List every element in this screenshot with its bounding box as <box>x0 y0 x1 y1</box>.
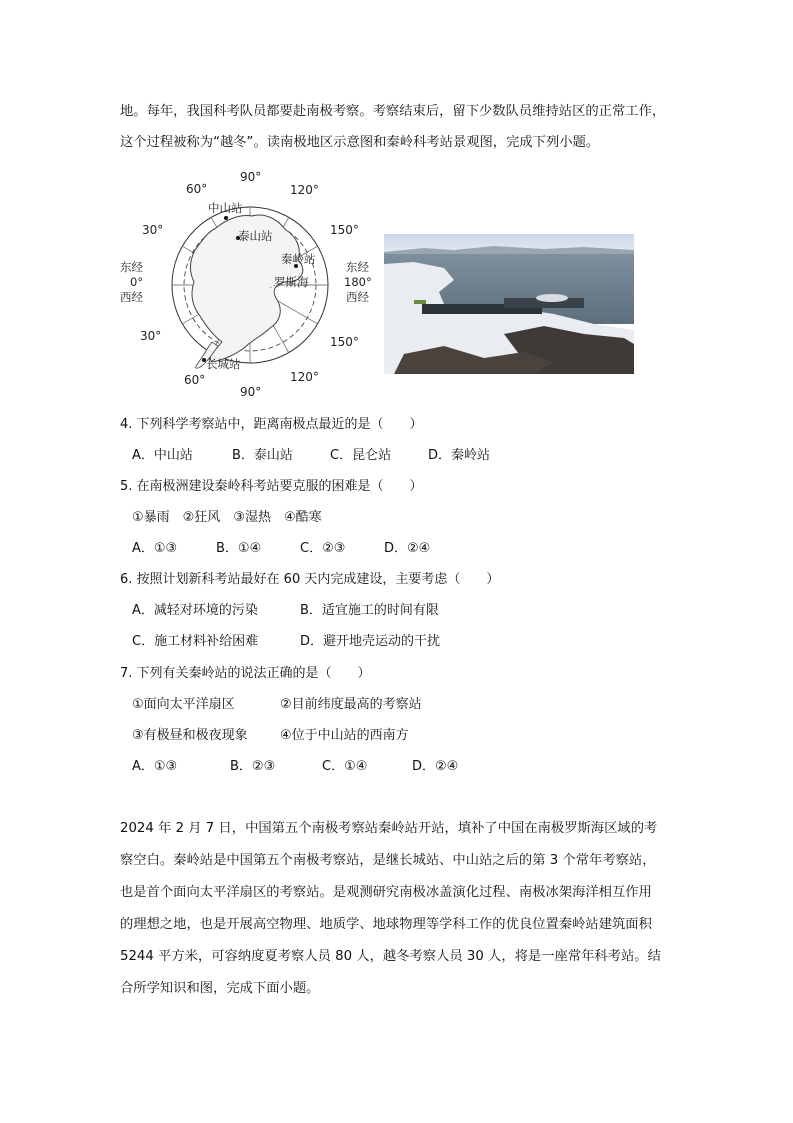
q4-stem: 4. 下列科学考察站中，距离南极点最近的是（ ） <box>120 417 423 432</box>
photo-station-outbuilding <box>414 300 426 304</box>
antarctica-map <box>120 170 380 400</box>
q4-option-b[interactable]: B．泰山站 <box>232 448 293 463</box>
q5-stem: 5. 在南极洲建设秦岭科考站要克服的困难是（ ） <box>120 479 423 494</box>
q7-option-b[interactable]: B．②③ <box>230 759 276 774</box>
label-zhongshan: 中山站 <box>208 201 243 215</box>
label-east-right: 东经 <box>346 260 369 274</box>
label-180: 180° <box>344 275 372 289</box>
q4-option-d[interactable]: D．秦岭站 <box>428 448 491 463</box>
label-30-bottom-left: 30° <box>140 329 162 343</box>
q5-option-c[interactable]: C．②③ <box>300 541 346 556</box>
label-150-bottom-right: 150° <box>330 335 359 349</box>
q7-item-4: ④位于中山站的西南方 <box>280 728 409 743</box>
label-west-right: 西经 <box>346 290 369 304</box>
label-qinling: 秦岭站 <box>281 252 316 266</box>
label-changcheng: 长城站 <box>206 357 241 371</box>
q7-option-d[interactable]: D．②④ <box>412 759 459 774</box>
label-120-bottom-right: 120° <box>290 370 319 384</box>
q4-option-a[interactable]: A．中山站 <box>132 448 193 463</box>
q6-option-b[interactable]: B．适宜施工的时间有限 <box>300 603 439 618</box>
passage-line-4: 的理想之地，也是开展高空物理、地质学、地球物理等学科工作的优良位置秦岭站建筑面积 <box>120 917 652 932</box>
label-zero: 0° <box>130 275 144 289</box>
label-90-top: 90° <box>240 170 262 184</box>
passage-line-6: 合所学知识和图，完成下面小题。 <box>120 981 320 996</box>
zhongshan-marker <box>224 216 228 220</box>
label-30-left: 30° <box>142 223 164 237</box>
passage-line-2: 察空白。秦岭站是中国第五个南极考察站，是继长城站、中山站之后的第 3 个常年考察站， <box>120 853 656 868</box>
q7-stem: 7. 下列有关秦岭站的说法正确的是（ ） <box>120 666 371 681</box>
label-west-left: 西经 <box>120 290 143 304</box>
photo-station-dome <box>536 294 568 302</box>
intro-line-1: 地。每年，我国科考队员都要赴南极考察。考察结束后，留下少数队员维持站区的正常工作， <box>120 104 666 119</box>
q7-item-2: ②目前纬度最高的考察站 <box>280 697 422 712</box>
label-taishan: 泰山站 <box>238 229 273 243</box>
passage-line-5: 5244 平方米，可容纳度夏考察人员 80 人，越冬考察人员 30 人，将是一座常年科考站。结 <box>120 949 661 964</box>
passage-line-1: 2024 年 2 月 7 日，中国第五个南极考察站秦岭站开站，填补了中国在南极罗斯海区域的考 <box>120 821 658 836</box>
station-photo-svg <box>384 234 634 374</box>
q7-option-a[interactable]: A．①③ <box>132 759 178 774</box>
q6-stem: 6. 按照计划新科考站最好在 60 天内完成建设，主要考虑（ ） <box>120 572 500 587</box>
label-120-top-right: 120° <box>290 183 319 197</box>
intro-line-2: 这个过程被称为“越冬”。读南极地区示意图和秦岭科考站景观图，完成下列小题。 <box>120 135 600 150</box>
q7-option-c[interactable]: C．①④ <box>322 759 368 774</box>
label-east-left: 东经 <box>120 260 143 274</box>
q6-option-a[interactable]: A．减轻对环境的污染 <box>132 603 258 618</box>
q5-option-d[interactable]: D．②④ <box>384 541 431 556</box>
q6-option-d[interactable]: D．避开地壳运动的干扰 <box>300 634 441 649</box>
label-ross-sea: 罗斯海 <box>274 275 309 289</box>
qinling-station-photo <box>384 234 634 374</box>
label-90-bottom: 90° <box>240 385 262 399</box>
q5-option-a[interactable]: A．①③ <box>132 541 178 556</box>
q5-option-b[interactable]: B．①④ <box>216 541 262 556</box>
label-60-top-left: 60° <box>186 182 208 196</box>
label-150-right: 150° <box>330 223 359 237</box>
q7-item-3: ③有极昼和极夜现象 <box>132 728 248 743</box>
q4-option-c[interactable]: C．昆仑站 <box>330 448 392 463</box>
q7-item-1: ①面向太平洋扇区 <box>132 697 235 712</box>
antarctica-map-svg <box>120 170 380 400</box>
passage-line-3: 也是首个面向太平洋扇区的考察站。是观测研究南极冰盖演化过程、南极冰架海洋相互作用 <box>120 885 652 900</box>
q6-option-c[interactable]: C．施工材料补给困难 <box>132 634 259 649</box>
q5-items: ①暴雨 ②狂风 ③湿热 ④酷寒 <box>132 510 322 525</box>
label-60-bottom-left: 60° <box>184 373 206 387</box>
